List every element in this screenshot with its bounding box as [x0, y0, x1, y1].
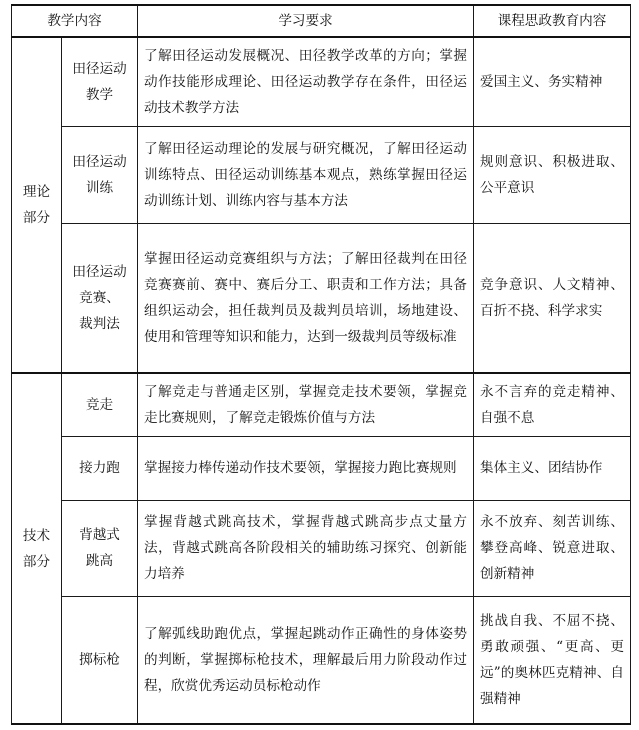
- table-row: [12, 500, 631, 596]
- requirement-cell: 掌握田径运动竞赛组织与方法；了解田径裁判在田径竞赛赛前、赛中、赛后分工、职责和工作方法；具备组织运动会，担任裁判员及裁判员培训，场地建设、使用和管理等知识和能力，达到一级裁判员等级标准: [138, 223, 474, 373]
- requirement-cell: 了解田径运动发展概况、田径教学改革的方向；掌握动作技能形成理论、田径运动教学存在条件，田径运动技术教学方法: [138, 37, 474, 126]
- ideology-cell: 规则意识、积极进取、公平意识: [474, 126, 631, 223]
- ideology-cell: 挑战自我、不屈不挠、勇敢顽强、“更高、更远”的奥林匹克精神、自强精神: [474, 596, 631, 724]
- ideology-cell: 永不放弃、刻苦训练、攀登高峰、锐意进取、创新精神: [474, 500, 631, 596]
- requirement-cell: 了解竞走与普通走区别，掌握竞走技术要领，掌握竞走比赛规则，了解竞走锻炼价值与方法: [138, 373, 474, 436]
- topic-cell: 接力跑: [62, 436, 138, 500]
- topic-cell: 田径运动 训练: [62, 126, 138, 223]
- curriculum-table-container: [11, 4, 630, 722]
- header-row: [12, 5, 631, 37]
- table-row: [12, 373, 631, 436]
- topic-cell: 掷标枪: [62, 596, 138, 724]
- requirement-cell: 掌握接力棒传递动作技术要领，掌握接力跑比赛规则: [138, 436, 474, 500]
- curriculum-table: [11, 4, 631, 725]
- requirement-cell: 了解弧线助跑优点，掌握起跳动作正确性的身体姿势的判断，掌握掷标枪技术，理解最后用力阶段动作过程，欣赏优秀运动员标枪动作: [138, 596, 474, 724]
- header-learning-requirement: 学习要求: [138, 5, 474, 37]
- topic-cell: 田径运动 竞赛、 裁判法: [62, 223, 138, 373]
- table-row: [12, 37, 631, 126]
- requirement-cell: 掌握背越式跳高技术，掌握背越式跳高步点丈量方法，背越式跳高各阶段相关的辅助练习探究、创新能力培养: [138, 500, 474, 596]
- requirement-cell: 了解田径运动理论的发展与研究概况，了解田径运动训练特点、田径运动训练基本观点，熟练掌握田径运动训练计划、训练内容与基本方法: [138, 126, 474, 223]
- table-row: [12, 596, 631, 724]
- section-label-technique: 技术 部分: [12, 373, 62, 724]
- topic-cell: 田径运动 教学: [62, 37, 138, 126]
- ideology-cell: 爱国主义、务实精神: [474, 37, 631, 126]
- topic-cell: 竞走: [62, 373, 138, 436]
- ideology-cell: 竞争意识、人文精神、百折不挠、科学求实: [474, 223, 631, 373]
- header-ideology-content: 课程思政教育内容: [474, 5, 631, 37]
- section-label-theory: 理论 部分: [12, 37, 62, 373]
- header-teaching-content: 教学内容: [12, 5, 138, 37]
- ideology-cell: 永不言弃的竞走精神、自强不息: [474, 373, 631, 436]
- table-row: [12, 436, 631, 500]
- table-row: [12, 223, 631, 373]
- table-row: [12, 126, 631, 223]
- topic-cell: 背越式 跳高: [62, 500, 138, 596]
- ideology-cell: 集体主义、团结协作: [474, 436, 631, 500]
